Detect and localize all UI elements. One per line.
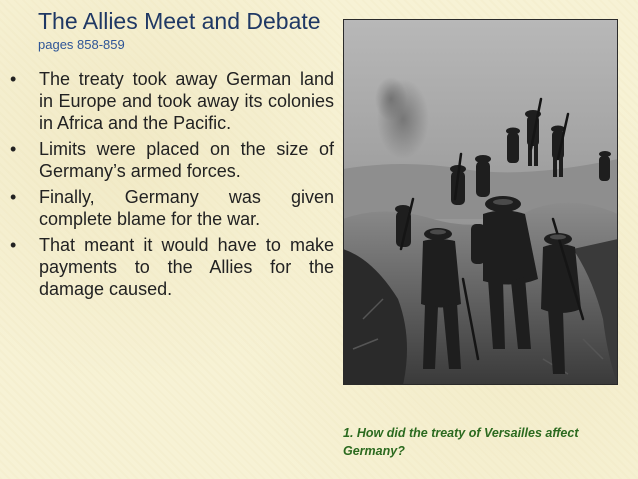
bullet-text: The treaty took away German land in Europe and took away its colonies in Africa and the Pacific. [39,69,334,133]
bullet-text: That meant it would have to make payments to the Allies for the damage caused. [39,235,334,299]
trench-soldiers-illustration [343,19,618,385]
bullet-dot: • [10,69,17,89]
bullet-text: Limits were placed on the size of Germany’s armed forces. [39,139,334,181]
bullet-item [8,68,334,134]
ww1-trench-photo [343,19,618,385]
bullet-dot: • [10,235,17,255]
bullet-item [8,138,334,182]
bullet-dot: • [10,139,17,159]
slide-title: The Allies Meet and Debate [38,8,321,34]
discussion-question: 1. How did the treaty of Versailles affect Germany? [343,426,579,458]
bullet-item [8,186,334,230]
bullet-text: Finally, Germany was given complete blame for the war. [39,187,334,229]
bullet-dot: • [10,187,17,207]
slide-subtitle: pages 858-859 [38,37,125,52]
bullet-list [8,68,334,304]
bullet-item [8,234,334,300]
